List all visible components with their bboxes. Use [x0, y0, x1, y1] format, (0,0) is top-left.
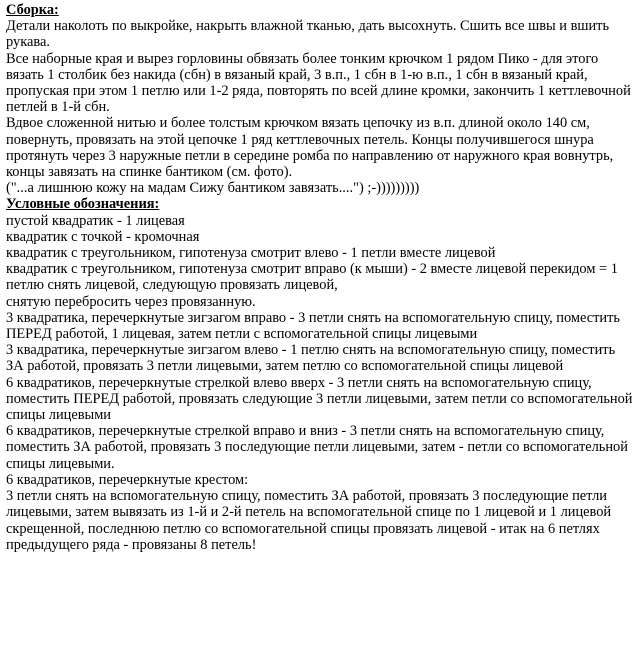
- legend-entry: 6 квадратиков, перечеркнутые стрелкой вправо и вниз - 3 петли снять на вспомогательную спицу, поместить ЗА работой, провязать 3 последующие петли лицевыми, затем - петли со вспомогательной спицы лицевыми.: [6, 423, 628, 472]
- legend-entry: 3 петли снять на вспомогательную спицу, поместить ЗА работой, провязать 3 последующие петли лицевыми, затем вывязать из 1-й и 2-й петель на вспомогательной спице по 1 лицевой и 1 лицевой скрещенной, последнюю петлю со вспомогательной спицы провязать лицевой - итак на 6 петлях предыдущего ряда - провязаны 8 петель!: [6, 488, 612, 553]
- assembly-paragraph-quote: ("...а лишнюю кожу на мадам Сижу бантиком завязать....") ;-))))))))): [6, 180, 420, 197]
- assembly-heading: Сборка:: [6, 2, 59, 18]
- legend-entry: квадратик с точкой - кромочная: [6, 228, 200, 245]
- legend-entry: квадратик с треугольником, гипотенуза смотрит влево - 1 петли вместе лицевой: [6, 245, 496, 262]
- assembly-paragraph-cord: Вдвое сложенной нитью и более толстым крючком вязать цепочку из в.п. длиной около 140 см, повернуть, провязать на этой цепочке 1 ряд кеттлевочных петель. Концы получившегося шнура протянуть через 3 наружные петли в середине ромба по направлению от наружного края вовнутрь, концы завязать на спинке бантиком (см. фото).: [6, 115, 614, 181]
- legend-entry: пустой квадратик - 1 лицевая: [6, 212, 185, 229]
- legend-heading: Условные обозначения:: [6, 196, 160, 213]
- legend-entry: 3 квадратика, перечеркнутые зигзагом влево - 1 петлю снять на вспомогательную спицу, поместить ЗА работой, провязать 3 петли лицевыми, затем петлю со вспомогательной спицы лицевой: [6, 342, 616, 375]
- legend-entry: 6 квадратиков, перечеркнутые крестом:: [6, 471, 249, 488]
- legend-entry: снятую перебросить через провязанную.: [6, 293, 256, 310]
- assembly-paragraph-picot-edging: Все наборные края и вырез горловины обвязать более тонким крючком 1 рядом Пико - для этого вязать 1 столбик без накида (сбн) в вязаный край, 3 в.п., 1 сбн в 1-ю в.п., 1 сбн в вязаный край, пропуская при этом 1 петлю или 1-2 ряда, повторять по всей длине кромки, закончить 1 кеттлевочной петлей в 1-й сбн.: [6, 50, 631, 116]
- legend-entry: 3 квадратика, перечеркнутые зигзагом вправо - 3 петли снять на вспомогательную спицу, поместить ПЕРЕД работой, 1 лицевая, затем петли с вспомогательной спицы лицевыми: [6, 309, 620, 343]
- legend-entry: квадратик с треугольником, гипотенуза смотрит вправо (к мыши) - 2 вместе лицевой перекидом = 1 петлю снять лицевой, следующую провязать лицевой,: [6, 261, 618, 294]
- legend-entry: 6 квадратиков, перечеркнутые стрелкой влево вверх - 3 петли снять на вспомогательную спицу, поместить ПЕРЕД работой, провязать следующие 3 петли лицевыми, затем петли со вспомогательной спицы лицевыми: [6, 374, 633, 424]
- assembly-paragraph-finishing: Детали наколоть по выкройке, накрыть влажной тканью, дать высохнуть. Сшить все швы и вшить рукава.: [6, 18, 610, 51]
